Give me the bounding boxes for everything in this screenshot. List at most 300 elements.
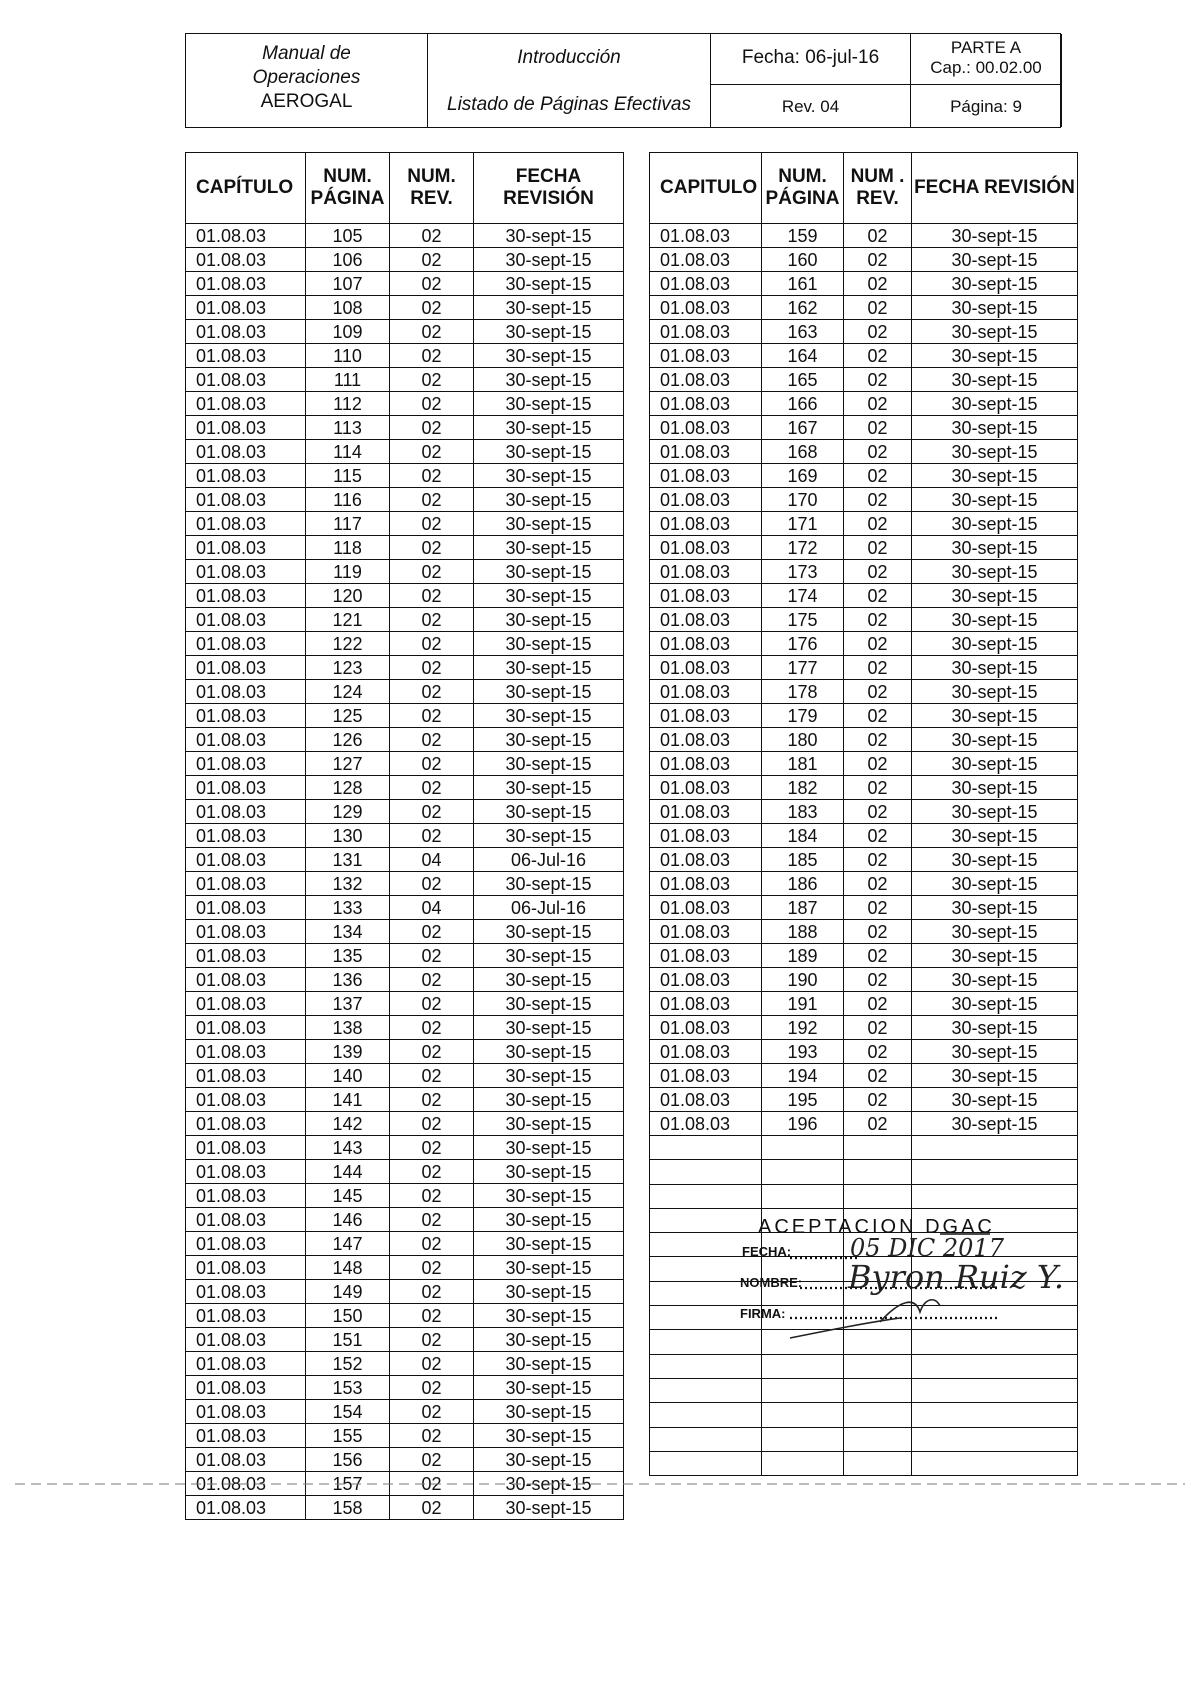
cell-capitulo: 01.08.03: [186, 1328, 306, 1352]
cell-num-pagina: 136: [306, 968, 390, 992]
cell-num-pagina: 134: [306, 920, 390, 944]
cell-fecha-revision: 30-sept-15: [912, 416, 1078, 440]
cell-capitulo: 01.08.03: [650, 944, 762, 968]
cell-fecha-revision: 30-sept-15: [474, 1088, 624, 1112]
col-header-capitulo: CAPÍTULO: [186, 153, 306, 224]
cell-fecha-revision: 30-sept-15: [912, 1064, 1078, 1088]
cell-capitulo: 01.08.03: [186, 1472, 306, 1496]
cell-num-pagina: 153: [306, 1376, 390, 1400]
cell-num-pagina: 196: [762, 1112, 844, 1136]
cell-num-rev: 02: [844, 1088, 912, 1112]
cell-num-pagina: 152: [306, 1352, 390, 1376]
cell-fecha-revision: 30-sept-15: [474, 752, 624, 776]
cell-num-rev: 02: [844, 776, 912, 800]
header-part: PARTE A: [950, 38, 1022, 57]
cell-fecha-revision: 30-sept-15: [912, 704, 1078, 728]
cell-capitulo: 01.08.03: [186, 680, 306, 704]
cell-num-pagina: 194: [762, 1064, 844, 1088]
cell-num-rev: 04: [390, 896, 474, 920]
cell-capitulo: 01.08.03: [650, 1040, 762, 1064]
manual-title-line2: Operaciones: [252, 67, 361, 88]
manual-title-line1: Manual de: [262, 43, 351, 64]
cell-num-pagina: 188: [762, 920, 844, 944]
cell-num-pagina: 116: [306, 488, 390, 512]
cell-num-rev: 02: [390, 1184, 474, 1208]
cell-fecha-revision: 30-sept-15: [474, 248, 624, 272]
cell-fecha-revision: 30-sept-15: [474, 1136, 624, 1160]
cell-fecha-revision: 30-sept-15: [474, 1160, 624, 1184]
col-header-capitulo: CAPITULO: [650, 153, 762, 224]
cell-num-rev: 02: [390, 248, 474, 272]
cell-num-rev: 02: [390, 1328, 474, 1352]
cell-capitulo: 01.08.03: [650, 920, 762, 944]
cell-capitulo: 01.08.03: [186, 968, 306, 992]
cell-fecha-revision: 30-sept-15: [912, 1088, 1078, 1112]
cell-num-pagina: 138: [306, 1016, 390, 1040]
cell-num-rev: 02: [844, 464, 912, 488]
cell-num-pagina: 133: [306, 896, 390, 920]
cell-num-pagina: 180: [762, 728, 844, 752]
cell-num-rev: 02: [844, 920, 912, 944]
company-name: AEROGAL: [260, 91, 353, 112]
cell-fecha-revision: 30-sept-15: [474, 656, 624, 680]
cell-capitulo: 01.08.03: [186, 1256, 306, 1280]
cell-capitulo: 01.08.03: [650, 776, 762, 800]
cell-fecha-revision: 30-sept-15: [912, 344, 1078, 368]
cell-fecha-revision: 30-sept-15: [912, 992, 1078, 1016]
cell-num-rev: 02: [844, 896, 912, 920]
cell-num-pagina: 172: [762, 536, 844, 560]
cell-num-rev: 02: [844, 368, 912, 392]
cell-num-pagina: 127: [306, 752, 390, 776]
cell-fecha-revision: 30-sept-15: [912, 368, 1078, 392]
cell-num-pagina: 147: [306, 1232, 390, 1256]
cell-num-pagina: 137: [306, 992, 390, 1016]
cell-num-pagina: 125: [306, 704, 390, 728]
cell-fecha-revision: 30-sept-15: [912, 920, 1078, 944]
cell-capitulo: 01.08.03: [186, 248, 306, 272]
cell-num-rev: 02: [844, 632, 912, 656]
cell-capitulo: 01.08.03: [650, 296, 762, 320]
cell-num-pagina: 176: [762, 632, 844, 656]
cell-num-rev: 02: [390, 1280, 474, 1304]
cell-num-pagina: 150: [306, 1304, 390, 1328]
cell-num-rev: 02: [844, 944, 912, 968]
cell-num-rev: 02: [390, 416, 474, 440]
cell-num-rev: 02: [390, 536, 474, 560]
cell-fecha-revision: 30-sept-15: [912, 632, 1078, 656]
cell-num-rev: 02: [844, 584, 912, 608]
cell-num-rev: 02: [844, 488, 912, 512]
cell-num-pagina: 157: [306, 1472, 390, 1496]
cell-num-pagina: 132: [306, 872, 390, 896]
cell-num-pagina: 159: [762, 224, 844, 248]
cell-fecha-revision: 30-sept-15: [912, 1112, 1078, 1136]
cell-fecha-revision: 30-sept-15: [912, 296, 1078, 320]
cell-num-pagina: 185: [762, 848, 844, 872]
cell-num-pagina: 169: [762, 464, 844, 488]
cell-num-rev: 02: [844, 1112, 912, 1136]
col-header-num-rev: NUM . REV.: [844, 153, 912, 224]
cell-fecha-revision: 30-sept-15: [474, 824, 624, 848]
cell-capitulo: 01.08.03: [186, 416, 306, 440]
cell-fecha-revision: 30-sept-15: [474, 1280, 624, 1304]
cell-num-rev: 02: [390, 440, 474, 464]
cell-capitulo: 01.08.03: [186, 488, 306, 512]
cell-num-rev: 02: [390, 1160, 474, 1184]
cell-num-pagina: 189: [762, 944, 844, 968]
cell-num-pagina: 135: [306, 944, 390, 968]
cell-capitulo: 01.08.03: [186, 1232, 306, 1256]
cell-fecha-revision: 30-sept-15: [474, 1184, 624, 1208]
cell-num-pagina: 191: [762, 992, 844, 1016]
cell-num-rev: 02: [390, 1112, 474, 1136]
cell-fecha-revision: 30-sept-15: [912, 800, 1078, 824]
cell-num-rev: 02: [390, 704, 474, 728]
cell-capitulo: 01.08.03: [186, 1160, 306, 1184]
cell-num-rev: 02: [390, 1496, 474, 1520]
cell-num-pagina: 164: [762, 344, 844, 368]
cell-fecha-revision: 30-sept-15: [912, 776, 1078, 800]
cell-num-rev: 02: [390, 512, 474, 536]
cell-num-pagina: 178: [762, 680, 844, 704]
cell-capitulo: 01.08.03: [650, 560, 762, 584]
cell-fecha-revision: 30-sept-15: [474, 1256, 624, 1280]
cell-num-rev: 02: [390, 992, 474, 1016]
cell-num-rev: 02: [390, 728, 474, 752]
cell-num-rev: 02: [390, 320, 474, 344]
cell-num-pagina: 130: [306, 824, 390, 848]
cell-capitulo: 01.08.03: [650, 368, 762, 392]
cell-num-rev: 02: [390, 1136, 474, 1160]
cell-fecha-revision: 30-sept-15: [474, 224, 624, 248]
cell-num-rev: 02: [390, 488, 474, 512]
cell-num-pagina: 139: [306, 1040, 390, 1064]
cell-fecha-revision: 30-sept-15: [912, 968, 1078, 992]
cell-fecha-revision: 30-sept-15: [474, 1016, 624, 1040]
cell-num-rev: 02: [844, 1064, 912, 1088]
cell-fecha-revision: 30-sept-15: [474, 464, 624, 488]
cell-num-pagina: 124: [306, 680, 390, 704]
cell-capitulo: 01.08.03: [650, 536, 762, 560]
cell-fecha-revision: 30-sept-15: [474, 440, 624, 464]
cell-capitulo: 01.08.03: [186, 536, 306, 560]
cell-capitulo: 01.08.03: [186, 848, 306, 872]
cell-num-rev: 02: [844, 320, 912, 344]
cell-capitulo: 01.08.03: [650, 584, 762, 608]
cell-capitulo: 01.08.03: [186, 656, 306, 680]
cell-capitulo: 01.08.03: [650, 992, 762, 1016]
cell-num-pagina: 129: [306, 800, 390, 824]
subject-name: Listado de Páginas Efectivas: [447, 94, 691, 115]
cell-fecha-revision: 30-sept-15: [474, 1376, 624, 1400]
cell-num-rev: 02: [390, 776, 474, 800]
cell-num-pagina: 190: [762, 968, 844, 992]
cell-capitulo: 01.08.03: [186, 920, 306, 944]
stamp-fecha-value: 05 DIC 2017: [850, 1234, 1004, 1262]
cell-num-pagina: 174: [762, 584, 844, 608]
cell-num-pagina: 141: [306, 1088, 390, 1112]
cell-capitulo: 01.08.03: [186, 320, 306, 344]
cell-capitulo: 01.08.03: [186, 1088, 306, 1112]
cell-fecha-revision: 30-sept-15: [912, 1016, 1078, 1040]
cell-num-rev: 02: [844, 608, 912, 632]
cell-fecha-revision: 30-sept-15: [474, 512, 624, 536]
cell-fecha-revision: 30-sept-15: [474, 392, 624, 416]
cell-num-rev: 02: [844, 872, 912, 896]
cell-num-pagina: 113: [306, 416, 390, 440]
cell-num-pagina: 142: [306, 1112, 390, 1136]
cell-num-rev: 02: [844, 344, 912, 368]
cell-fecha-revision: 30-sept-15: [474, 1040, 624, 1064]
cell-fecha-revision: 30-sept-15: [474, 920, 624, 944]
cell-num-rev: 02: [390, 632, 474, 656]
cell-capitulo: 01.08.03: [186, 272, 306, 296]
cell-fecha-revision: 30-sept-15: [912, 320, 1078, 344]
cell-capitulo: 01.08.03: [186, 704, 306, 728]
cell-capitulo: 01.08.03: [186, 1040, 306, 1064]
cell-fecha-revision: 30-sept-15: [474, 1064, 624, 1088]
cell-capitulo: 01.08.03: [186, 1376, 306, 1400]
cell-num-rev: 02: [390, 1256, 474, 1280]
cell-capitulo: 01.08.03: [186, 608, 306, 632]
cell-capitulo: 01.08.03: [186, 1448, 306, 1472]
cell-num-rev: 02: [844, 440, 912, 464]
cell-num-rev: 02: [390, 920, 474, 944]
cell-capitulo: 01.08.03: [650, 464, 762, 488]
stamp-fecha-label: FECHA:: [742, 1244, 792, 1259]
cell-num-rev: 02: [844, 392, 912, 416]
cell-capitulo: 01.08.03: [650, 392, 762, 416]
cell-capitulo: 01.08.03: [650, 704, 762, 728]
cell-fecha-revision: 30-sept-15: [474, 1208, 624, 1232]
cell-capitulo: 01.08.03: [186, 440, 306, 464]
cell-capitulo: 01.08.03: [186, 1280, 306, 1304]
cell-fecha-revision: 30-sept-15: [474, 728, 624, 752]
cell-num-rev: 02: [390, 1400, 474, 1424]
cell-num-pagina: 170: [762, 488, 844, 512]
cell-capitulo: 01.08.03: [650, 848, 762, 872]
cell-num-rev: 02: [844, 752, 912, 776]
cell-num-rev: 02: [390, 1064, 474, 1088]
cell-num-pagina: 128: [306, 776, 390, 800]
cell-num-rev: 02: [390, 1088, 474, 1112]
cell-num-pagina: 182: [762, 776, 844, 800]
cell-capitulo: 01.08.03: [650, 488, 762, 512]
cell-fecha-revision: 30-sept-15: [474, 488, 624, 512]
cell-capitulo: 01.08.03: [186, 1400, 306, 1424]
cell-fecha-revision: 30-sept-15: [912, 272, 1078, 296]
cell-capitulo: 01.08.03: [186, 824, 306, 848]
cell-fecha-revision: 30-sept-15: [474, 416, 624, 440]
cell-num-pagina: 151: [306, 1328, 390, 1352]
cell-num-pagina: 154: [306, 1400, 390, 1424]
cell-num-rev: 02: [844, 248, 912, 272]
header-page: Página: 9: [950, 97, 1022, 116]
cell-fecha-revision: 30-sept-15: [474, 632, 624, 656]
cell-num-rev: 02: [390, 800, 474, 824]
cell-num-rev: 02: [390, 872, 474, 896]
cell-fecha-revision: 30-sept-15: [912, 608, 1078, 632]
cell-capitulo: 01.08.03: [186, 464, 306, 488]
cell-num-rev: 02: [390, 1304, 474, 1328]
cell-fecha-revision: 30-sept-15: [912, 584, 1078, 608]
cell-num-rev: 02: [390, 1040, 474, 1064]
cell-num-rev: 02: [844, 656, 912, 680]
cell-capitulo: 01.08.03: [650, 1016, 762, 1040]
cell-capitulo: 01.08.03: [186, 776, 306, 800]
cell-fecha-revision: 30-sept-15: [474, 584, 624, 608]
cell-num-rev: 02: [844, 1040, 912, 1064]
cell-fecha-revision: 30-sept-15: [912, 440, 1078, 464]
cell-num-pagina: 167: [762, 416, 844, 440]
cell-num-rev: 02: [844, 680, 912, 704]
cell-fecha-revision: 30-sept-15: [912, 536, 1078, 560]
cell-num-pagina: 160: [762, 248, 844, 272]
cell-fecha-revision: 30-sept-15: [474, 968, 624, 992]
cell-num-pagina: 161: [762, 272, 844, 296]
stamp-title: ACEPTACION DGAC: [758, 1216, 995, 1238]
cell-capitulo: 01.08.03: [650, 440, 762, 464]
cell-capitulo: 01.08.03: [650, 1088, 762, 1112]
cell-capitulo: 01.08.03: [650, 728, 762, 752]
cell-num-rev: 02: [390, 344, 474, 368]
cell-fecha-revision: 30-sept-15: [912, 464, 1078, 488]
cell-num-rev: 02: [390, 944, 474, 968]
cell-fecha-revision: 06-Jul-16: [474, 848, 624, 872]
cell-fecha-revision: 30-sept-15: [474, 1304, 624, 1328]
cell-num-pagina: 158: [306, 1496, 390, 1520]
cell-num-pagina: 112: [306, 392, 390, 416]
cell-num-rev: 02: [844, 536, 912, 560]
cell-capitulo: 01.08.03: [650, 272, 762, 296]
cell-num-rev: 02: [390, 1376, 474, 1400]
cell-capitulo: 01.08.03: [186, 1184, 306, 1208]
cell-capitulo: 01.08.03: [650, 344, 762, 368]
cell-fecha-revision: 30-sept-15: [474, 944, 624, 968]
cell-fecha-revision: 30-sept-15: [474, 992, 624, 1016]
cell-capitulo: 01.08.03: [650, 752, 762, 776]
cell-fecha-revision: 30-sept-15: [474, 272, 624, 296]
cell-capitulo: 01.08.03: [650, 800, 762, 824]
cell-num-rev: 02: [390, 752, 474, 776]
cell-num-pagina: 179: [762, 704, 844, 728]
cell-num-pagina: 131: [306, 848, 390, 872]
cell-num-pagina: 171: [762, 512, 844, 536]
cell-capitulo: 01.08.03: [650, 1112, 762, 1136]
cell-num-rev: 02: [390, 608, 474, 632]
cell-num-pagina: 173: [762, 560, 844, 584]
cell-num-rev: 02: [844, 560, 912, 584]
cell-capitulo: 01.08.03: [186, 392, 306, 416]
cell-num-rev: 02: [390, 560, 474, 584]
stamp-nombre-value: Byron Ruiz Y.: [848, 1258, 1065, 1296]
cell-capitulo: 01.08.03: [650, 680, 762, 704]
cell-capitulo: 01.08.03: [186, 1136, 306, 1160]
cell-num-pagina: 146: [306, 1208, 390, 1232]
cell-fecha-revision: 30-sept-15: [912, 872, 1078, 896]
cell-num-pagina: 193: [762, 1040, 844, 1064]
cell-num-pagina: 166: [762, 392, 844, 416]
cell-capitulo: 01.08.03: [186, 1496, 306, 1520]
cell-capitulo: 01.08.03: [650, 416, 762, 440]
cell-num-pagina: 115: [306, 464, 390, 488]
cell-capitulo: 01.08.03: [186, 224, 306, 248]
cell-capitulo: 01.08.03: [650, 656, 762, 680]
cell-num-pagina: 162: [762, 296, 844, 320]
cell-num-rev: 02: [844, 272, 912, 296]
cell-num-rev: 02: [390, 368, 474, 392]
header-date: Fecha: 06-jul-16: [741, 47, 880, 68]
cell-num-rev: 02: [390, 1472, 474, 1496]
cell-fecha-revision: 30-sept-15: [474, 608, 624, 632]
cell-fecha-revision: 30-sept-15: [474, 872, 624, 896]
cell-num-rev: 02: [390, 1448, 474, 1472]
cell-capitulo: 01.08.03: [186, 560, 306, 584]
col-header-num-rev: NUM. REV.: [390, 153, 474, 224]
cell-num-rev: 02: [844, 296, 912, 320]
cell-num-rev: 02: [844, 968, 912, 992]
cell-num-pagina: 119: [306, 560, 390, 584]
cell-capitulo: 01.08.03: [186, 584, 306, 608]
section-name: Introducción: [517, 47, 621, 68]
cell-num-rev: 02: [390, 824, 474, 848]
cell-num-rev: 02: [844, 992, 912, 1016]
cell-fecha-revision: 30-sept-15: [912, 656, 1078, 680]
cell-fecha-revision: 30-sept-15: [474, 560, 624, 584]
cell-capitulo: 01.08.03: [186, 1424, 306, 1448]
cell-num-pagina: 143: [306, 1136, 390, 1160]
cell-fecha-revision: 30-sept-15: [912, 512, 1078, 536]
cell-fecha-revision: 30-sept-15: [474, 776, 624, 800]
col-header-fecha-revision: FECHA REVISIÓN: [474, 153, 624, 224]
header-chapter: Cap.: 00.02.00: [930, 58, 1042, 77]
cell-fecha-revision: 30-sept-15: [474, 704, 624, 728]
cell-num-rev: 02: [390, 656, 474, 680]
cell-num-pagina: 163: [762, 320, 844, 344]
cell-num-pagina: 106: [306, 248, 390, 272]
cell-fecha-revision: 30-sept-15: [912, 680, 1078, 704]
cell-num-rev: 02: [390, 464, 474, 488]
cell-num-pagina: 186: [762, 872, 844, 896]
cell-num-pagina: 168: [762, 440, 844, 464]
cell-num-pagina: 156: [306, 1448, 390, 1472]
cell-fecha-revision: 30-sept-15: [912, 560, 1078, 584]
col-header-num-pagina: NUM. PÁGINA: [762, 153, 844, 224]
cell-fecha-revision: 30-sept-15: [912, 752, 1078, 776]
cell-fecha-revision: 30-sept-15: [474, 1352, 624, 1376]
cell-num-pagina: 149: [306, 1280, 390, 1304]
cell-capitulo: 01.08.03: [186, 632, 306, 656]
cell-num-rev: 02: [844, 512, 912, 536]
cell-capitulo: 01.08.03: [186, 296, 306, 320]
cell-fecha-revision: 30-sept-15: [474, 1496, 624, 1520]
cell-fecha-revision: 30-sept-15: [912, 224, 1078, 248]
cell-capitulo: 01.08.03: [650, 896, 762, 920]
cell-num-pagina: 181: [762, 752, 844, 776]
cell-num-rev: 02: [390, 1424, 474, 1448]
cell-fecha-revision: 30-sept-15: [912, 848, 1078, 872]
cell-fecha-revision: 30-sept-15: [474, 680, 624, 704]
cell-fecha-revision: 30-sept-15: [912, 896, 1078, 920]
cell-capitulo: 01.08.03: [186, 872, 306, 896]
cell-num-pagina: 175: [762, 608, 844, 632]
cell-capitulo: 01.08.03: [186, 1208, 306, 1232]
cell-num-rev: 02: [844, 1016, 912, 1040]
cell-capitulo: 01.08.03: [650, 1064, 762, 1088]
cell-fecha-revision: 30-sept-15: [474, 344, 624, 368]
cell-fecha-revision: 30-sept-15: [474, 368, 624, 392]
